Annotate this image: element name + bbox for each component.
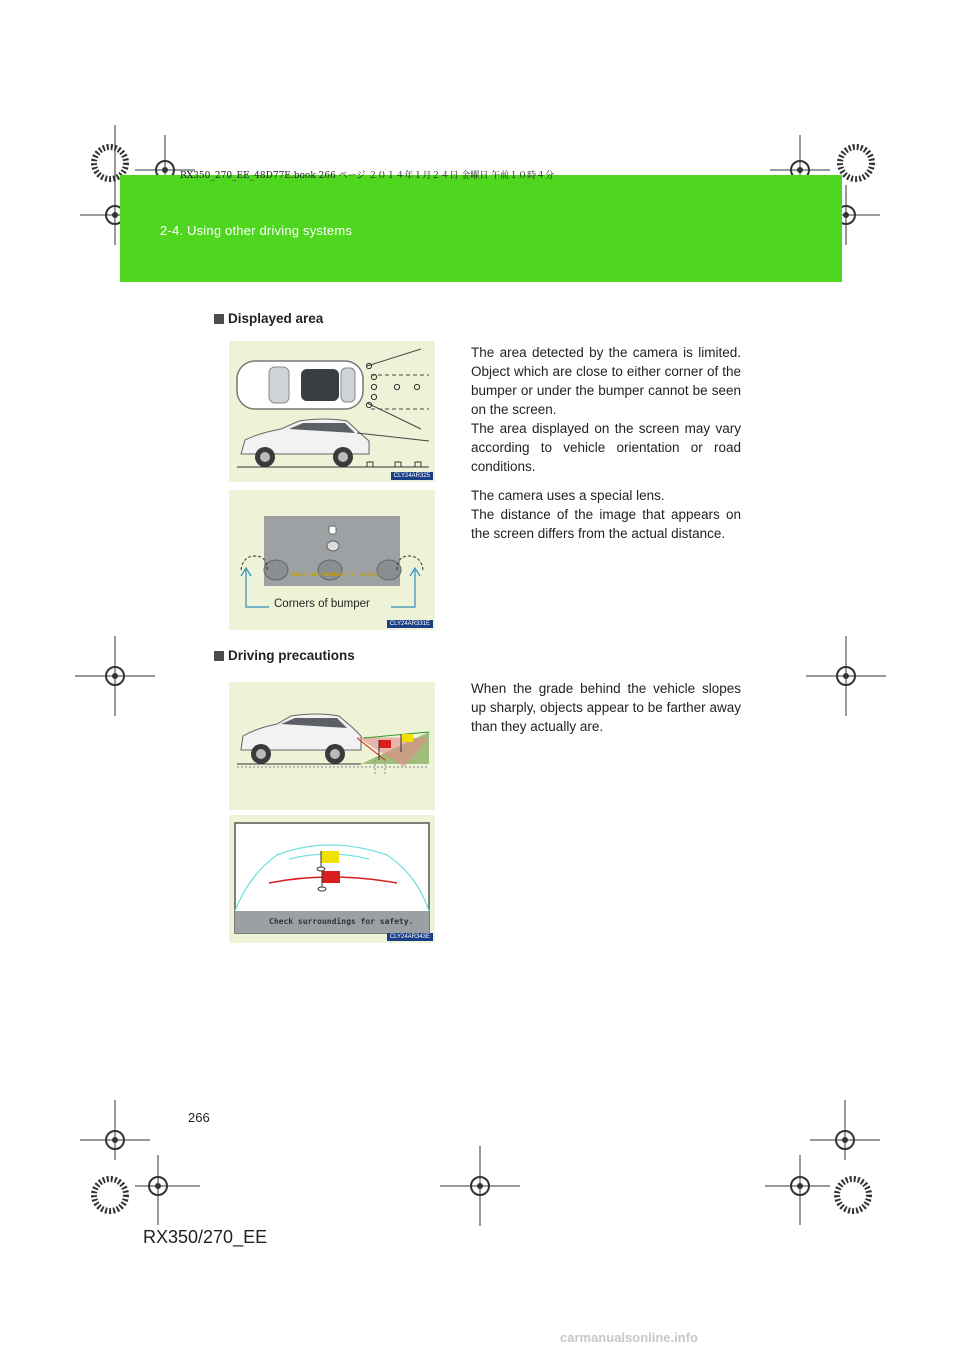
screen-message: Check surroundings for safety.: [269, 917, 414, 926]
slope-illustration: [229, 682, 435, 810]
figure-camera-range: [229, 341, 435, 482]
figure-slope-behind-vehicle: [229, 682, 435, 810]
paragraph: The area detected by the camera is limited. Object which are close to either corner of the bumper or under the bumper cannot be seen on the screen. The area displayed on the screen may vary according to vehicle orientation or road conditions.: [471, 345, 741, 474]
heading-bullet-icon: [214, 651, 224, 661]
watermark: carmanualsonline.info: [560, 1330, 698, 1345]
figure-corners-of-bumper: [229, 490, 435, 630]
model-code: RX350/270_EE: [143, 1227, 268, 1247]
page-number: 266: [188, 1110, 210, 1125]
paragraph: When the grade behind the vehicle slopes up sharply, objects appear to be farther away than they actually are.: [471, 681, 741, 734]
registration-mark-bottom-center: [440, 1146, 520, 1226]
screen-message: Check surroundings for safety.: [291, 572, 382, 578]
displayed-area-text: [471, 343, 741, 553]
print-marker: RX350_270_EE_48D77E.book 266 ページ ２０１４年１月２４日 金曜日 午前１０時４分: [180, 171, 555, 181]
figure-code: CLY24AR325: [391, 472, 433, 480]
corners-of-bumper-label: Corners of bumper: [274, 598, 370, 610]
paragraph: The camera uses a special lens. The distance of the image that appears on the screen differs from the actual distance.: [471, 488, 741, 541]
section-title: 2-4. Using other driving systems: [160, 223, 353, 238]
camera-range-illustration: [229, 341, 435, 482]
driving-precautions-text: [471, 679, 741, 746]
heading-driving-precautions: Driving precautions: [214, 648, 355, 663]
figure-camera-screen: [229, 815, 435, 943]
heading-displayed-area: Displayed area: [214, 311, 323, 326]
figure-code: CLY24AR331E: [387, 620, 433, 628]
heading-bullet-icon: [214, 314, 224, 324]
registration-mark-bottom-right: [755, 1100, 880, 1230]
figure-code: CLY24AR343E: [387, 933, 433, 941]
registration-mark-middle-right: [806, 636, 886, 716]
registration-mark-middle-left: [75, 636, 155, 716]
